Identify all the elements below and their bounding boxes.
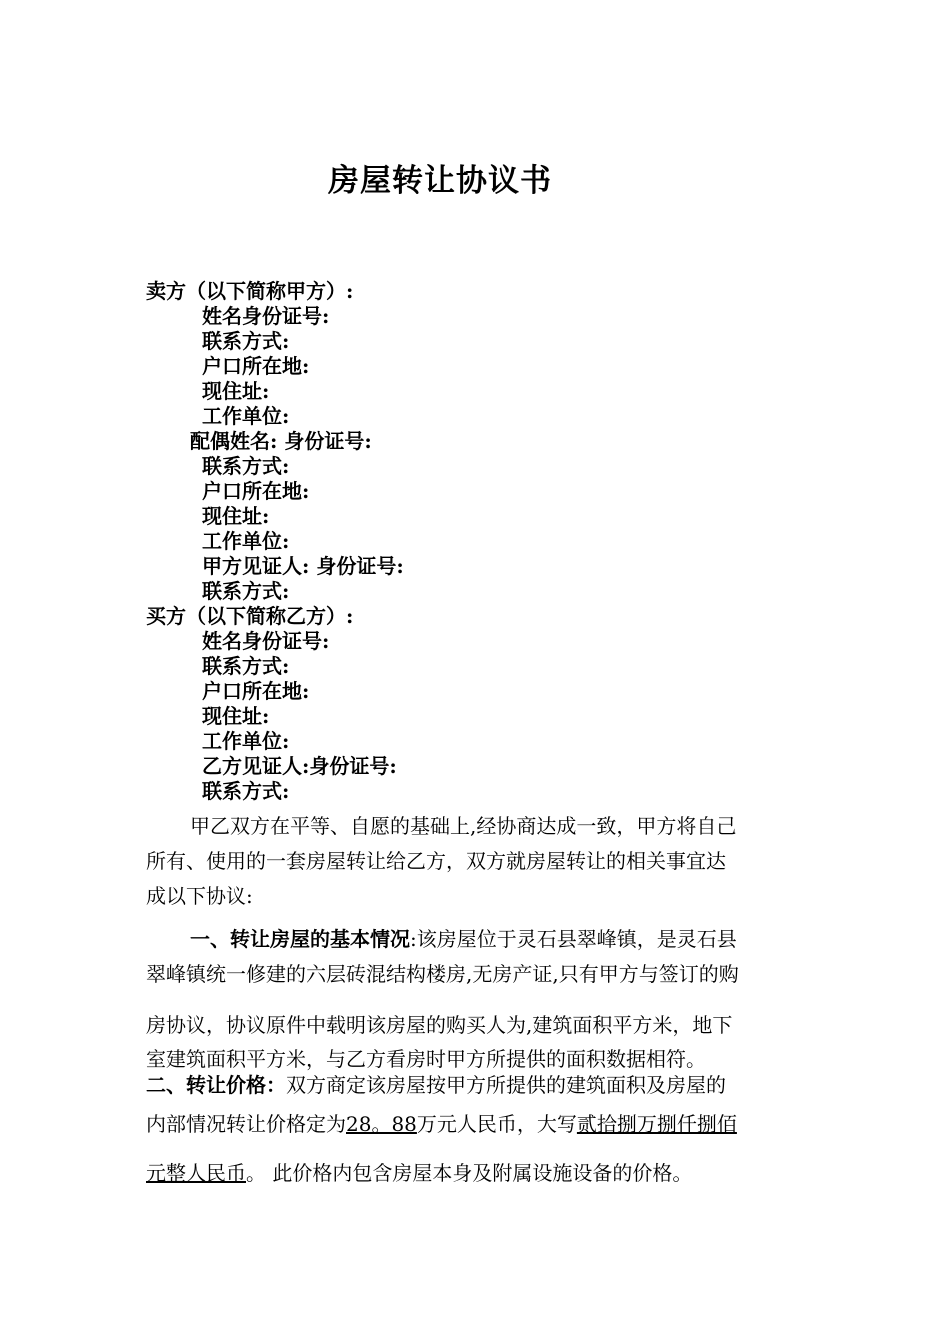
price-words-1: 贰拾捌万捌仟捌佰 — [576, 1112, 737, 1136]
section2-line1-rest: 双方商定该房屋按甲方所提供的建筑面积及房屋的 — [286, 1073, 726, 1097]
section2-line-1 — [146, 1073, 810, 1097]
buyer-header: 买方（以下简称乙方）: — [146, 604, 354, 628]
seller-witness: 甲方见证人: 身份证号: — [202, 554, 404, 578]
section2-line2-mid: 万元人民币，大写 — [416, 1112, 577, 1136]
spouse-name-id: 配偶姓名: 身份证号: — [190, 429, 372, 453]
spouse-contact: 联系方式: — [202, 454, 290, 478]
spouse-address: 现住址: — [202, 504, 270, 528]
section1-line-1 — [190, 927, 854, 951]
section1-heading: 一、转让房屋的基本情况 — [190, 927, 410, 951]
price-words-2: 元整人民币 — [146, 1161, 246, 1185]
section2-line-2 — [146, 1112, 810, 1136]
buyer-witness-contact: 联系方式: — [202, 779, 290, 803]
seller-name-id: 姓名身份证号: — [202, 304, 330, 328]
price-number: 28。88 — [346, 1112, 417, 1136]
intro-line-3: 成以下协议: — [146, 884, 253, 908]
section1-line-3: 房协议，协议原件中载明该房屋的购买人为,建筑面积平方米，地下 — [146, 1013, 733, 1037]
section2-line2-pre: 内部情况转让价格定为 — [146, 1112, 346, 1136]
section1-line1-rest: :该房屋位于灵石县翠峰镇，是灵石县 — [410, 927, 737, 951]
buyer-address: 现住址: — [202, 704, 270, 728]
seller-address: 现住址: — [202, 379, 270, 403]
seller-employer: 工作单位: — [202, 404, 290, 428]
seller-contact: 联系方式: — [202, 329, 290, 353]
spouse-employer: 工作单位: — [202, 529, 290, 553]
section1-line-2: 翠峰镇统一修建的六层砖混结构楼房,无房产证,只有甲方与签订的购 — [146, 962, 739, 986]
buyer-hukou: 户口所在地: — [202, 679, 310, 703]
document-title: 房屋转让协议书 — [328, 163, 552, 199]
intro-line-2: 所有、使用的一套房屋转让给乙方，双方就房屋转让的相关事宜达 — [146, 849, 726, 873]
section2-line3-rest: 。 此价格内包含房屋本身及附属设施设备的价格。 — [246, 1161, 693, 1185]
buyer-name-id: 姓名身份证号: — [202, 629, 330, 653]
seller-header: 卖方（以下简称甲方）: — [146, 279, 354, 303]
seller-witness-contact: 联系方式: — [202, 579, 290, 603]
buyer-witness: 乙方见证人:身份证号: — [202, 754, 397, 778]
intro-line-1: 甲乙双方在平等、自愿的基础上,经协商达成一致，甲方将自己 — [190, 814, 737, 838]
buyer-contact: 联系方式: — [202, 654, 290, 678]
seller-hukou: 户口所在地: — [202, 354, 310, 378]
section2-line-3 — [146, 1161, 810, 1185]
spouse-hukou: 户口所在地: — [202, 479, 310, 503]
section2-heading: 二、转让价格： — [146, 1073, 286, 1097]
buyer-employer: 工作单位: — [202, 729, 290, 753]
section1-line-4: 室建筑面积平方米，与乙方看房时甲方所提供的面积数据相符。 — [146, 1047, 706, 1071]
